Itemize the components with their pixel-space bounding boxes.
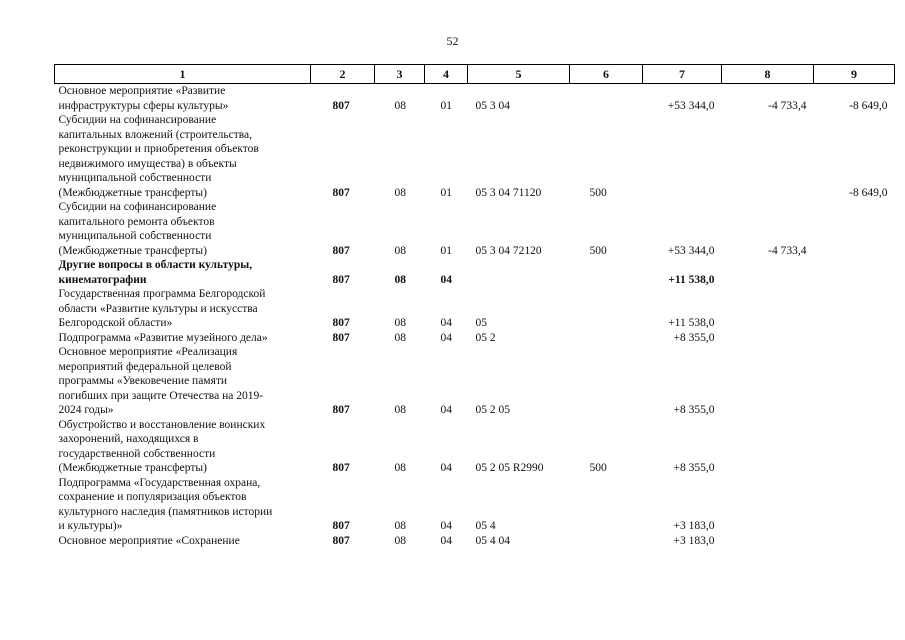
amount-2020-cell: +3 183,0 — [673, 534, 715, 547]
row-description — [55, 418, 311, 476]
description-line: (Межбюджетные трансферты) — [58, 186, 207, 199]
amount-2021-cell — [722, 287, 814, 331]
section-code-cell: 08 — [394, 534, 406, 547]
description-line: сохранение и популяризация объектов — [58, 491, 247, 503]
table-row — [55, 476, 895, 534]
section-code-cell: 08 — [394, 331, 406, 344]
table-header-row — [55, 65, 895, 84]
description-line: капитального ремонта объектов — [58, 215, 215, 228]
target-article-cell: 05 3 04 72120 — [475, 244, 542, 257]
description-line: инфраструктуры сферы культуры» — [58, 99, 229, 112]
table-row — [55, 258, 895, 287]
row-description — [55, 345, 311, 418]
amount-2021-cell: -4 733,4 — [768, 244, 807, 257]
target-article-cell: 05 — [475, 317, 487, 329]
column-header: 2 — [311, 65, 375, 84]
expense-type-cell — [570, 476, 643, 534]
description-line: (Межбюджетные трансферты) — [58, 462, 207, 474]
amount-2021-cell — [722, 345, 814, 418]
description-line: недвижимого имущества) в объекты — [58, 157, 237, 170]
description-line: Подпрограмма «Государственная охрана, — [58, 476, 261, 489]
column-header: 7 — [643, 65, 722, 84]
description-line: 2024 годы» — [58, 404, 114, 416]
ministry-code-cell: 807 — [332, 462, 350, 474]
row-description — [55, 476, 311, 534]
description-line: Обустройство и восстановление воинских — [58, 418, 266, 431]
target-article-cell: 05 4 — [475, 520, 496, 532]
expense-type-cell — [570, 84, 643, 114]
table-row — [55, 418, 895, 476]
amount-2021-cell — [722, 476, 814, 534]
section-code-cell: 08 — [394, 99, 406, 112]
description-line: области «Развитие культуры и искусства — [58, 302, 258, 315]
target-article-cell — [468, 258, 570, 287]
description-line: государственной собственности — [58, 447, 216, 460]
column-header: 9 — [814, 65, 895, 84]
column-header: 4 — [425, 65, 468, 84]
amount-2020-cell: +11 538,0 — [668, 317, 715, 329]
table-row — [55, 534, 895, 549]
expense-type-cell — [570, 331, 643, 346]
ministry-code-cell: 807 — [332, 534, 350, 547]
amount-2020-cell: +8 355,0 — [673, 462, 715, 474]
target-article-cell: 05 2 05 R2990 — [475, 462, 544, 474]
row-description — [55, 200, 311, 258]
amount-2022-cell — [814, 258, 895, 287]
amount-2021-cell — [722, 331, 814, 346]
table-row — [55, 113, 895, 200]
description-line: мероприятий федеральной целевой — [58, 360, 232, 373]
description-line: Субсидии на софинансирование — [58, 201, 217, 213]
table-row — [55, 331, 895, 346]
amount-2020-cell: +8 355,0 — [673, 331, 715, 344]
amount-2020-cell: +11 538,0 — [668, 273, 715, 286]
table-row — [55, 84, 895, 114]
subsection-code-cell: 04 — [440, 273, 452, 286]
description-line: кинематографии — [58, 273, 147, 286]
subsection-code-cell: 01 — [440, 244, 452, 257]
row-description — [55, 331, 311, 346]
description-line: Основное мероприятие «Развитие — [58, 85, 226, 97]
row-description — [55, 534, 311, 549]
ministry-code-cell: 807 — [332, 520, 350, 532]
section-code-cell: 08 — [394, 186, 406, 199]
target-article-cell: 05 3 04 71120 — [475, 186, 542, 199]
table-row — [55, 200, 895, 258]
description-line: Основное мероприятие «Сохранение — [58, 534, 240, 547]
table-row — [55, 345, 895, 418]
row-description — [55, 287, 311, 331]
ministry-code-cell: 807 — [332, 99, 350, 112]
description-line: муниципальной собственности — [58, 172, 212, 184]
expense-type-cell: 500 — [589, 186, 607, 199]
amount-2022-cell — [814, 345, 895, 418]
row-description — [55, 113, 311, 200]
amount-2022-cell — [814, 331, 895, 346]
table-body — [55, 84, 895, 549]
description-line: культурного наследия (памятников истории — [58, 505, 273, 518]
amount-2022-cell: -8 649,0 — [849, 99, 888, 112]
description-line: муниципальной собственности — [58, 230, 212, 242]
expense-type-cell — [570, 534, 643, 549]
column-header: 6 — [570, 65, 643, 84]
ministry-code-cell: 807 — [332, 244, 350, 257]
subsection-code-cell: 04 — [440, 331, 452, 344]
subsection-code-cell: 04 — [440, 520, 452, 532]
column-header: 1 — [55, 65, 311, 84]
subsection-code-cell: 04 — [440, 404, 452, 416]
amount-2021-cell — [722, 418, 814, 476]
subsection-code-cell: 04 — [440, 534, 452, 547]
description-line: капитальных вложений (строительства, — [58, 128, 253, 141]
expense-type-cell — [570, 258, 643, 287]
section-code-cell: 08 — [394, 244, 406, 257]
expense-type-cell: 500 — [589, 244, 607, 257]
section-code-cell: 08 — [394, 520, 406, 532]
target-article-cell: 05 3 04 — [475, 99, 510, 112]
description-line: (Межбюджетные трансферты) — [58, 244, 207, 257]
target-article-cell: 05 2 05 — [475, 404, 510, 416]
description-line: погибших при защите Отечества на 2019- — [58, 389, 264, 402]
amount-2022-cell — [814, 200, 895, 258]
amount-2021-cell — [722, 258, 814, 287]
target-article-cell: 05 4 04 — [475, 534, 510, 547]
subsection-code-cell: 04 — [440, 317, 452, 329]
amount-2020-cell: +53 344,0 — [667, 99, 715, 112]
target-article-cell: 05 2 — [475, 331, 496, 344]
section-code-cell: 08 — [394, 273, 406, 286]
description-line: Белгородской области» — [58, 317, 173, 329]
expense-type-cell — [570, 345, 643, 418]
description-line: реконструкции и приобретения объектов — [58, 143, 259, 155]
description-line: Другие вопросы в области культуры, — [58, 259, 253, 271]
amount-2021-cell — [722, 113, 814, 200]
description-line: Основное мероприятие «Реализация — [58, 346, 238, 358]
row-description — [55, 258, 311, 287]
column-header: 3 — [375, 65, 425, 84]
amount-2020-cell: +8 355,0 — [673, 404, 715, 416]
amount-2021-cell: -4 733,4 — [768, 99, 807, 112]
expense-type-cell — [570, 287, 643, 331]
amount-2022-cell — [814, 534, 895, 549]
section-code-cell: 08 — [394, 404, 406, 416]
section-code-cell: 08 — [394, 317, 406, 329]
ministry-code-cell: 807 — [332, 186, 350, 199]
amount-2022-cell — [814, 418, 895, 476]
amount-2020-cell: +3 183,0 — [673, 520, 715, 532]
amount-2020-cell: +53 344,0 — [667, 244, 715, 257]
description-line: Подпрограмма «Развитие музейного дела» — [58, 331, 268, 344]
amount-2020-cell — [643, 113, 722, 200]
table-row — [55, 287, 895, 331]
column-header: 5 — [468, 65, 570, 84]
column-header: 8 — [722, 65, 814, 84]
description-line: Субсидии на софинансирование — [58, 114, 217, 126]
ministry-code-cell: 807 — [332, 404, 350, 416]
budget-table — [54, 64, 895, 548]
expense-type-cell: 500 — [589, 462, 607, 474]
page-number: 52 — [446, 34, 459, 48]
description-line: Государственная программа Белгородской — [58, 288, 266, 300]
amount-2022-cell — [814, 476, 895, 534]
ministry-code-cell: 807 — [332, 317, 350, 329]
ministry-code-cell: 807 — [332, 273, 350, 286]
description-line: захоронений, находящихся в — [58, 433, 199, 445]
description-line: программы «Увековечение памяти — [58, 375, 228, 387]
subsection-code-cell: 01 — [440, 186, 452, 199]
section-code-cell: 08 — [394, 462, 406, 474]
subsection-code-cell: 01 — [440, 99, 452, 112]
description-line: и культуры)» — [58, 520, 123, 532]
row-description — [55, 84, 311, 114]
ministry-code-cell: 807 — [332, 331, 350, 344]
subsection-code-cell: 04 — [440, 462, 452, 474]
amount-2022-cell: -8 649,0 — [849, 186, 888, 199]
amount-2021-cell — [722, 534, 814, 549]
amount-2022-cell — [814, 287, 895, 331]
